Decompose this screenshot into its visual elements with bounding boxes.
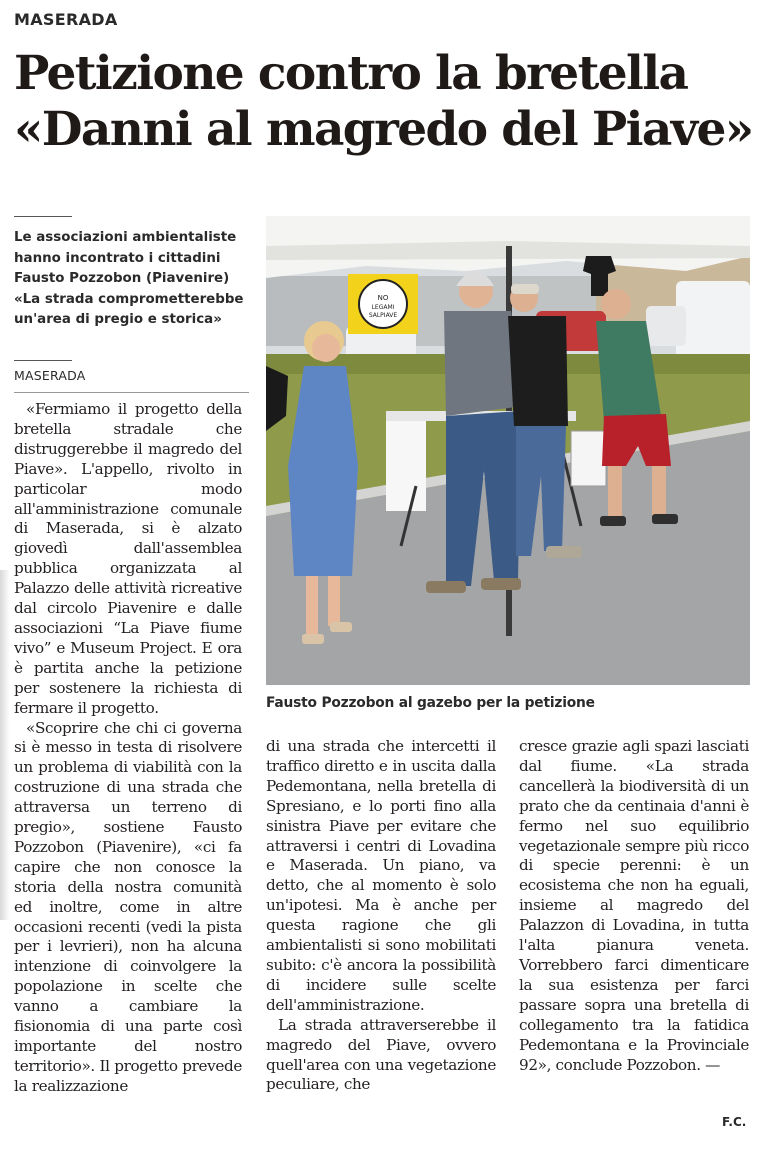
article-paragraph: La strada attraverserebbe il magredo del Piave, ovvero quell'area con una vegetazione peculiare, che	[266, 1015, 496, 1094]
article-column-2	[266, 737, 496, 1095]
summary-line: un'area di pregio e storica»	[14, 312, 222, 327]
svg-text:NO: NO	[377, 294, 389, 302]
summary-top-rule	[14, 216, 72, 217]
article-photo	[266, 216, 750, 685]
headline-line-2: «Danni al magredo del Piave»	[14, 102, 753, 157]
article-summary	[14, 228, 249, 331]
summary-line: Fausto Pozzobon (Piavenire)	[14, 271, 230, 286]
dateline-bottom-rule	[14, 392, 249, 393]
article-paragraph: «Scoprire che chi ci governa si è messo in testa di risolvere un problema di viabilità con la costruzione di una strada che attraversa un terreno di pregio», sostiene Fausto Pozzobon (Piavenire), «ci fa capire che non conosce la storia della nostra comunità ed inoltre, come in altre occasioni recenti (vedi la pista per i levrieri), non ha alcuna intenzione di coinvolgere la popolazione in scelte che vanno a cambiare la fisionomia di una parte così importante del nostro territorio». Il progetto prevede la realizzazione	[14, 718, 242, 1095]
article-column-1	[14, 400, 242, 1097]
summary-line: hanno incontrato i cittadini	[14, 250, 221, 266]
svg-text:SALPIAVE: SALPIAVE	[368, 312, 398, 319]
article-paragraph: «Fermiamo il progetto della bretella stradale che distruggerebbe il magredo del Piave». L'appello, rivolto in particolar modo all'amministrazione comunale di Maserada, si è alzato giovedì dall'assemblea pubblica organizzata al Palazzo delle attività ricreative dal circolo Piavenire e dalle associazioni “La Piave fiume vivo” e Museum Project. E ora è partita anche la petizione per sostenere la richiesta di fermare il progetto.	[14, 400, 242, 717]
page-fold-shadow	[0, 570, 10, 920]
article-paragraph: di una strada che intercetti il traffico diretto e in uscita dalla Pedemontana, nella bretella di Spresiano, e lo porti fino alla sinistra Piave per evitare che attraversi i centri di Lovadina e Maserada. Un piano, va detto, che al momento è solo un'ipotesi. Ma è anche per questa ragione che gli ambientalisti si sono mobilitati subito: c'è ancora la possibilità di incidere sulle scelte dell'amministrazione.	[266, 737, 496, 1014]
section-kicker: MASERADA	[14, 10, 118, 29]
gazebo-photo-illustration	[266, 216, 750, 685]
summary-line: Le associazioni ambientaliste	[14, 230, 237, 245]
author-signature: F.C.	[722, 1115, 747, 1129]
article-column-3	[519, 737, 749, 1075]
photo-caption: Fausto Pozzobon al gazebo per la petizione	[266, 695, 595, 711]
article-paragraph: cresce grazie agli spazi lasciati dal fiume. «La strada cancellerà la biodiversità di un prato che da centinaia d'anni è fermo nel suo equilibrio vegetazionale sempre più ricco di specie perenni: è un ecosistema che non ha eguali, insieme al magredo del Palazzon di Lovadina, in tutta l'alta pianura veneta. Vorrebbero farci dimenticare la sua esistenza per farci passare sopra una bretella di collegamento tra la fatidica Pedemontana e la Provinciale 92», conclude Pozzobon. —	[519, 737, 749, 1074]
summary-line: «La strada comprometterebbe	[14, 291, 244, 307]
dateline: MASERADA	[14, 368, 86, 383]
svg-text:LEGAMI: LEGAMI	[371, 304, 395, 311]
dateline-top-rule	[14, 360, 72, 361]
headline	[14, 46, 759, 158]
headline-line-1: Petizione contro la bretella	[14, 46, 688, 101]
